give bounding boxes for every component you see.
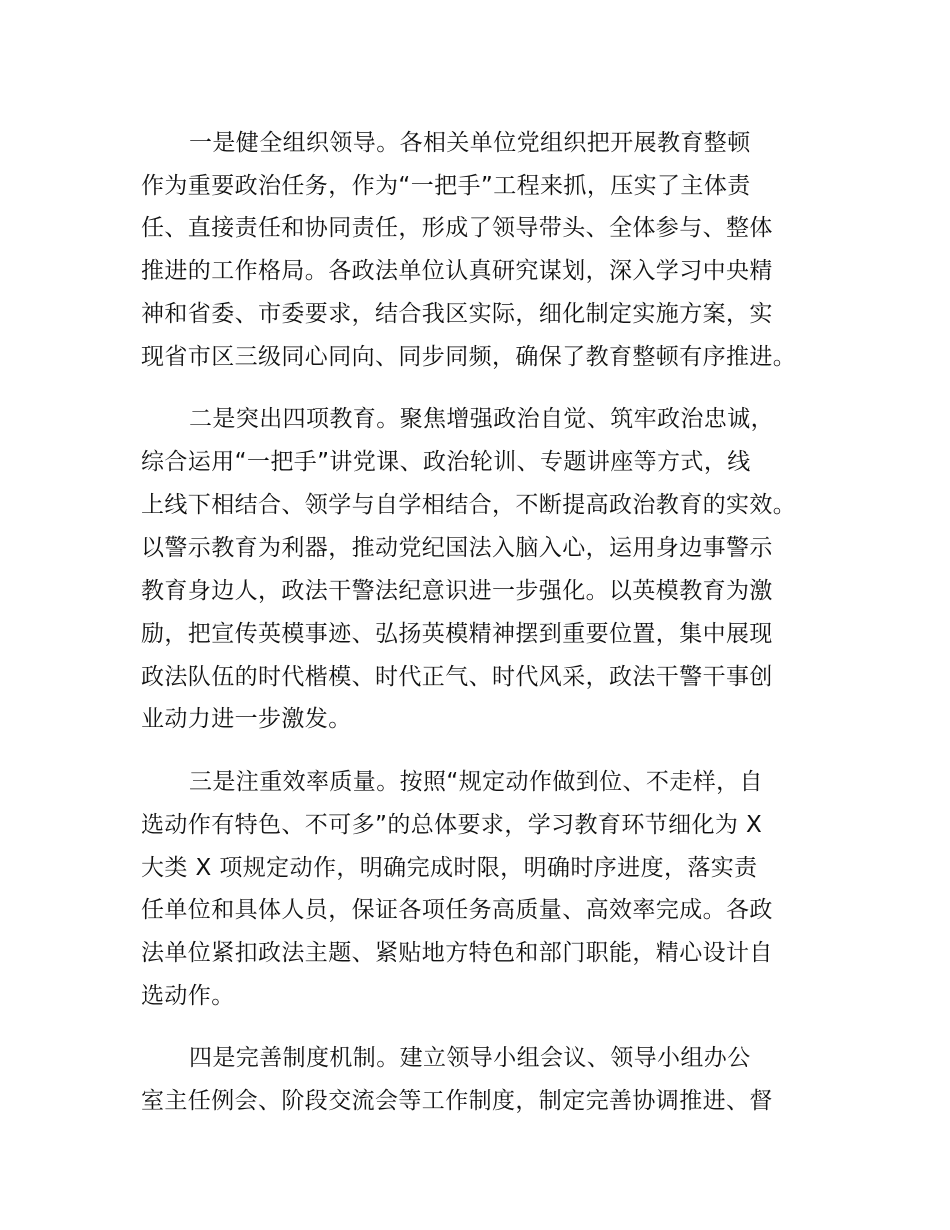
paragraph-2-line-1: 二是突出四项教育。聚焦增强政治自觉、筑牢政治忠诚， [189,406,774,432]
paragraph-1-line-2: 作为重要政治任务，作为“一把手”工程来抓，压实了主体责 [141,173,751,199]
paragraph-3-line-1: 三是注重效率质量。按照“规定动作做到位、不走样，自 [189,769,763,795]
paragraph-1-line-5: 神和省委、市委要求，结合我区实际，细化制定实施方案，实 [141,301,773,327]
paragraph-2-line-6: 励，把宣传英模事迹、弘扬英模精神摆到重要位置，集中展现 [141,621,773,647]
paragraph-2-line-3: 上线下相结合、领学与自学相结合，不断提高政治教育的实效。 [141,492,797,518]
paragraph-2-line-7: 政法队伍的时代楷模、时代正气、时代风采，政法干警干事创 [141,664,773,690]
paragraph-2-line-8: 业动力进一步激发。 [141,706,352,732]
paragraph-4-line-2: 室主任例会、阶段交流会等工作制度，制定完善协调推进、督 [141,1088,773,1114]
paragraph-2-line-4: 以警示教育为利器，推动党纪国法入脑入心，运用身边事警示 [141,535,773,561]
paragraph-3-line-6: 选动作。 [141,983,235,1009]
paragraph-3-line-4: 任单位和具体人员，保证各项任务高质量、高效率完成。各政 [141,897,773,923]
paragraph-1-line-1: 一是健全组织领导。各相关单位党组织把开展教育整顿 [189,130,751,156]
paragraph-2-line-5: 教育身边人，政法干警法纪意识进一步强化。以英模教育为激 [141,578,773,604]
paragraph-1-line-3: 任、直接责任和协同责任，形成了领导带头、全体参与、整体 [141,215,773,241]
paragraph-2-line-2: 综合运用“一把手”讲党课、政治轮训、专题讲座等方式，线 [141,449,751,475]
paragraph-3-line-2: 选动作有特色、不可多”的总体要求，学习教育环节细化为 X [141,812,763,838]
paragraph-3-line-5: 法单位紧扣政法主题、紧贴地方特色和部门职能，精心设计自 [141,940,773,966]
paragraph-1-line-6: 现省市区三级同心同向、同步同频，确保了教育整顿有序推进。 [141,344,797,370]
paragraph-3-line-3: 大类 X 项规定动作，明确完成时限，明确时序进度，落实责 [141,855,758,881]
paragraph-4-line-1: 四是完善制度机制。建立领导小组会议、领导小组办公 [189,1045,751,1071]
paragraph-1-line-4: 推进的工作格局。各政法单位认真研究谋划，深入学习中央精 [141,258,773,284]
